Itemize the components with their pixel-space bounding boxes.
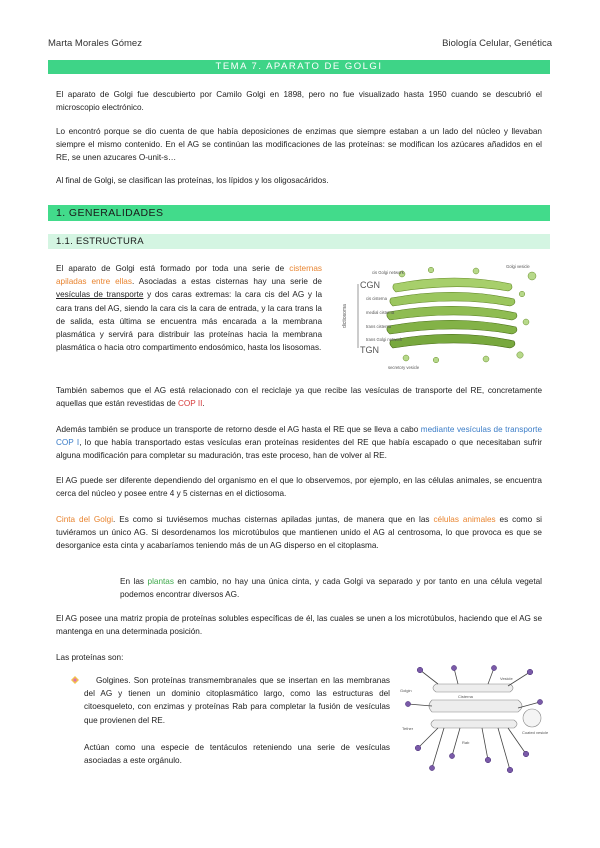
header-author: Marta Morales Gómez — [48, 38, 142, 49]
label-cgn: CGN — [360, 280, 380, 290]
highlight-cisternas: cisternas apiladas entre ellas — [56, 264, 322, 287]
estructura-paragraph-2: También sabemos que el AG está relacionado con el reciclaje ya que recibe las vesículas de transporte del RE, concretamente aquellas que están revestidas de COP II. — [56, 386, 542, 409]
estructura-paragraph-6: En las plantas en cambio, no hay una única cinta, y cada Golgi va separado y por tanto en una célula vegetal podemos encontrar diversos AG. — [120, 577, 543, 600]
label-cis-cisterna: cis cisterna — [366, 296, 387, 301]
estructura-paragraph-4: El AG puede ser diferente dependiendo del organismo en el que lo observemos, por ejemplo, en las células animales, se encuentra cerca del núcleo y posee entre 4 y 5 cisternas en el dictiosoma. — [56, 476, 542, 499]
label-golgi-vesicle: Golgi vesicle — [506, 264, 530, 269]
tethered-vesicles — [405, 665, 542, 772]
underline-vesiculas: vesículas de transporte — [56, 290, 144, 300]
label-trans-cisterna: trans cisterna — [366, 324, 392, 329]
label-dictiosoma: dictiosoma — [342, 304, 348, 328]
estructura-paragraph-golgines: Golgines. Son proteínas transmembranales que se insertan en las membranas del AG y tienen un dominio citoplasmático largo, como las estructuras del citoesqueleto, con enzimas y proteínas Rab para completar la fusión de vesículas que provienen del RE. — [84, 676, 390, 725]
label-medial-cisterna: medial cisterna — [366, 310, 395, 315]
golgi-stack-figure — [336, 262, 546, 374]
highlight-cinta-golgi: Cinta del Golgi — [56, 515, 114, 524]
large-vesicle — [523, 709, 541, 727]
section-title-generalidades: 1. GENERALIDADES — [48, 205, 550, 221]
intro-paragraph-3: Al final de Golgi, se clasifican las proteínas, los lípidos y los oligosacáridos. — [56, 176, 329, 185]
highlight-copi: mediante vesículas de transporte COP I — [56, 425, 542, 448]
highlight-plantas: plantas — [147, 577, 174, 586]
fig2-label-tether: Tether — [402, 726, 414, 731]
estructura-paragraph-7: El AG posee una matriz propia de proteínas solubles específicas de él, las cuales se unen a los microtúbulos, haciendo que el AG se mantenga en una determinada posición. — [56, 614, 542, 637]
subsection-title-estructura: 1.1. ESTRUCTURA — [48, 234, 550, 249]
label-tgn: TGN — [360, 345, 379, 355]
fig2-label-coated-vesicle: Coated vesicle — [522, 730, 548, 735]
golgins-figure — [398, 664, 548, 780]
label-secretory-vesicle: secretory vesicle — [388, 365, 420, 370]
label-cis-golgi-network: cis Golgi network — [372, 270, 404, 275]
intro-paragraph-2: Lo encontró porque se dio cuenta de que había deposiciones de enzimas que siempre estaban a un lado del núcleo y llevaban siempre el mismo contenido. En el AG se continúan las modificaciones de las proteínas: se modifican los azúcares añadidos en el RE, se unen azucares O-unit-s… — [56, 127, 542, 163]
intro-paragraph-1: El aparato de Golgi fue descubierto por Camilo Golgi en 1898, pero no fue visualizado hasta 1950 cuando se descubrió el microscopio electrónico. — [56, 90, 542, 113]
estructura-paragraph-tentaculos: Actúan como una especie de tentáculos reteniendo una serie de vesículas asociadas a este orgánulo. — [84, 743, 390, 766]
bullet-icon — [70, 675, 80, 685]
fig2-label-golgin: Golgin — [400, 688, 412, 693]
estructura-paragraph-5: Cinta del Golgi. Es como si tuviésemos muchas cisternas apiladas juntas, de manera que en las células animales es como si tuviéramos un único AG. Si desordenamos los microtúbulos que mantienen unido el AG al centrosoma, lo que provoca es que se desorganice esta cinta y acabaríamos teniendo más de un AG disperso en el citoplasma. — [56, 515, 543, 551]
golgi-cisternae — [387, 278, 517, 348]
highlight-celulas-animales: células animales — [433, 515, 496, 524]
estructura-paragraph-1: El aparato de Golgi está formado por toda una serie de cisternas apiladas entre ellas. Asociadas a estas cisternas hay una serie de vesículas de transporte y dos caras extremas: la cara cis del AG y la cara trans del AG, siendo la cara cis la cara de entrada, y la cara trans la de salida, esta última se encuentra más encarada a la membrana plasmática y servirá para distribuir las proteínas hacia la membrana plasmática o hacia otro compartimento endosómico, hasta los lisosomas. — [56, 264, 322, 353]
highlight-copii: COP II — [178, 399, 203, 409]
estructura-paragraph-3: Además también se produce un transporte de retorno desde el AG hasta el RE que se lleva a cabo mediante vesículas de transporte COP I, lo que había transportado estas vesículas eran proteínas residentes del RE que había escapado o que necesitaban sufrir alguna modificación para completar su maduración, tras este proceso, han de volver al RE. — [56, 425, 542, 461]
golgi-cisternae-fig2 — [429, 684, 522, 728]
fig2-label-rab: Rab — [462, 740, 470, 745]
estructura-paragraph-8: Las proteínas son: — [56, 653, 124, 662]
fig2-label-vesicle: Vesicle — [500, 676, 513, 681]
label-trans-golgi-network: trans Golgi network — [366, 337, 403, 342]
golgin-tethers — [408, 668, 540, 770]
document-title: TEMA 7. APARATO DE GOLGI — [48, 60, 550, 74]
fig2-label-cisterna: Cisterna — [458, 694, 473, 699]
header-subject: Biología Celular, Genética — [442, 38, 552, 49]
